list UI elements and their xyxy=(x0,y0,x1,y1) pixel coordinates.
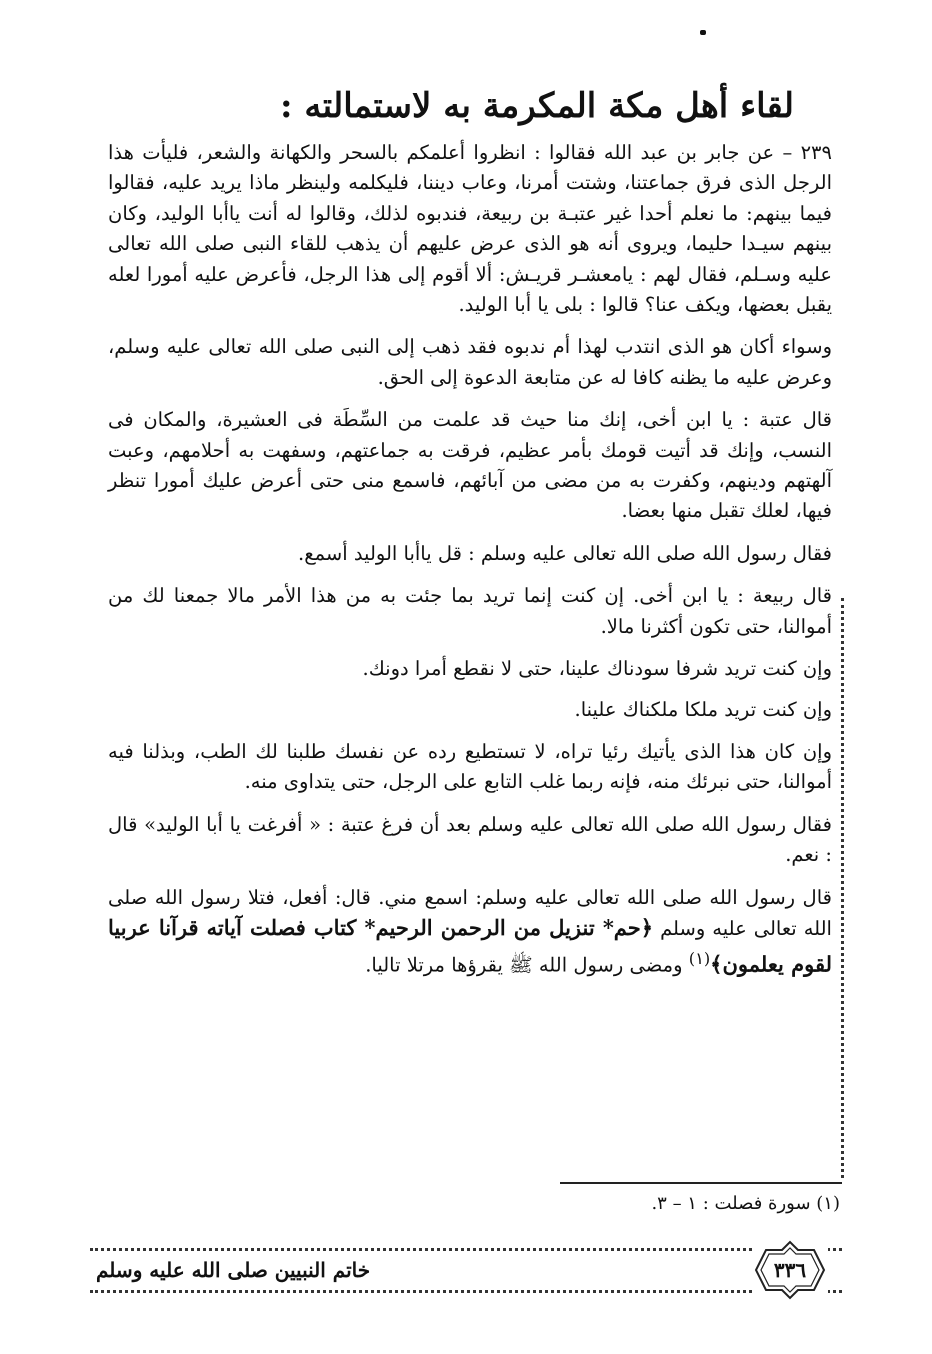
page-mark xyxy=(700,30,706,35)
footer-rule-top xyxy=(90,1248,842,1251)
paragraph: فقال رسول الله صلى الله تعالى عليه وسلم : قل ياأبا الوليد أسمع. xyxy=(298,541,832,565)
footnote: (١) سورة فصلت : ١ – ٣. xyxy=(651,1193,840,1214)
verse-intro: قال رسول الله صلى الله تعالى عليه وسلم: اسمع مني. قال: أفعل، فتلا رسول الله صلى الله تعالى عليه وسلم xyxy=(108,885,832,940)
body-text xyxy=(108,138,832,993)
paragraph: وإن كنت تريد ملكا ملكناك علينا. xyxy=(574,697,832,721)
page-number: ٣٣٦ xyxy=(773,1258,807,1282)
margin-dotted-rule xyxy=(841,598,844,1178)
footer-book-title: خاتم النبيين صلى الله عليه وسلم xyxy=(96,1258,371,1282)
footnote-divider xyxy=(560,1182,842,1184)
paragraph: قال عتبة : يا ابن أخى، إنك منا حيث قد علمت من السِّطَة فى العشيرة، والمكان فى النسب، وإنك قد أتيت قومك بأمر عظيم، فرقت به جماعتهم، وسفهت به أحلامهم، وعبت آلهتهم ودينهم، وكفرت به من مضى من آبائهم، فاسمع منى حتى أعرض عليك أمورا تنظر فيها، لعلك تقبل منها بعضا. xyxy=(108,408,832,523)
paragraph: وإن كنت تريد شرفا سودناك علينا، حتى لا نقطع أمرا دونك. xyxy=(362,657,832,681)
paragraph: وسواء أكان هو الذى انتدب لهذا أم ندبوه فقد ذهب إلى النبى صلى الله تعالى عليه وسلم، وعرض عليه ما يظنه كافا له عن متابعة الدعوة إلى الحق. xyxy=(108,335,832,389)
paragraph: فقال رسول الله صلى الله تعالى عليه وسلم بعد أن فرغ عتبة : « أفرغت يا أبا الوليد» قال : نعم. xyxy=(108,812,832,867)
section-heading: لقاء أهل مكة المكرمة به لاستمالته : xyxy=(280,86,794,126)
footer-rule-bottom xyxy=(90,1290,842,1293)
paragraph-with-verse xyxy=(108,883,832,982)
quran-verse: ﴿حم* تنزيل من الرحمن الرحيم* كتاب فصلت آياته قرآنا عربيا لقوم يعلمون﴾ xyxy=(108,914,832,977)
verse-outro: ومضى رسول الله ﷺ يقرؤها مرتلا تاليا. xyxy=(365,953,683,977)
footnote-ref: (١) xyxy=(688,949,711,969)
paragraph: قال ربيعة : يا ابن أخى. إن كنت إنما تريد بما جئت به من هذا الأمر مالا جمعنا لك من أموالنا، حتى تكون أكثرنا مالا. xyxy=(108,584,832,638)
paragraph: وإن كان هذا الذى يأتيك رئيا تراه، لا تستطيع رده عن نفسك طلبنا لك الطب، وبذلنا فيه أموالنا، حتى نبرئك منه، فإنه ربما غلب التابع على الرجل، حتى يتداوى منه. xyxy=(108,739,832,794)
paragraph: ٢٣٩ – عن جابر بن عبد الله فقالوا : انظروا أعلمكم بالسحر والكهانة والشعر، فليأت هذا الرجل الذى فرق جماعتنا، وشتت أمرنا، وعاب ديننا، فليكلمه ولينظر ماذا يريد عليه، فقالوا فيما بينهم: ما نعلم أحدا غير عتبـة بن ربيعة، فندبوه لذلك، وقالوا له أنت ياأبا الوليد، وكان بينهم سيـدا حليما، ويروى أنه هو الذى عرض عليهم أن يذهب للقاء النبى صلى الله تعالى عليه وسـلم، فقال لهم : يامعشـر قريـش: ألا أقوم إلى هذا الرجل، فأعرض عليه أمورا لعله يقبل بعضها، ويكف عنا؟ قالوا : بلى يا أبا الوليد. xyxy=(108,141,832,317)
